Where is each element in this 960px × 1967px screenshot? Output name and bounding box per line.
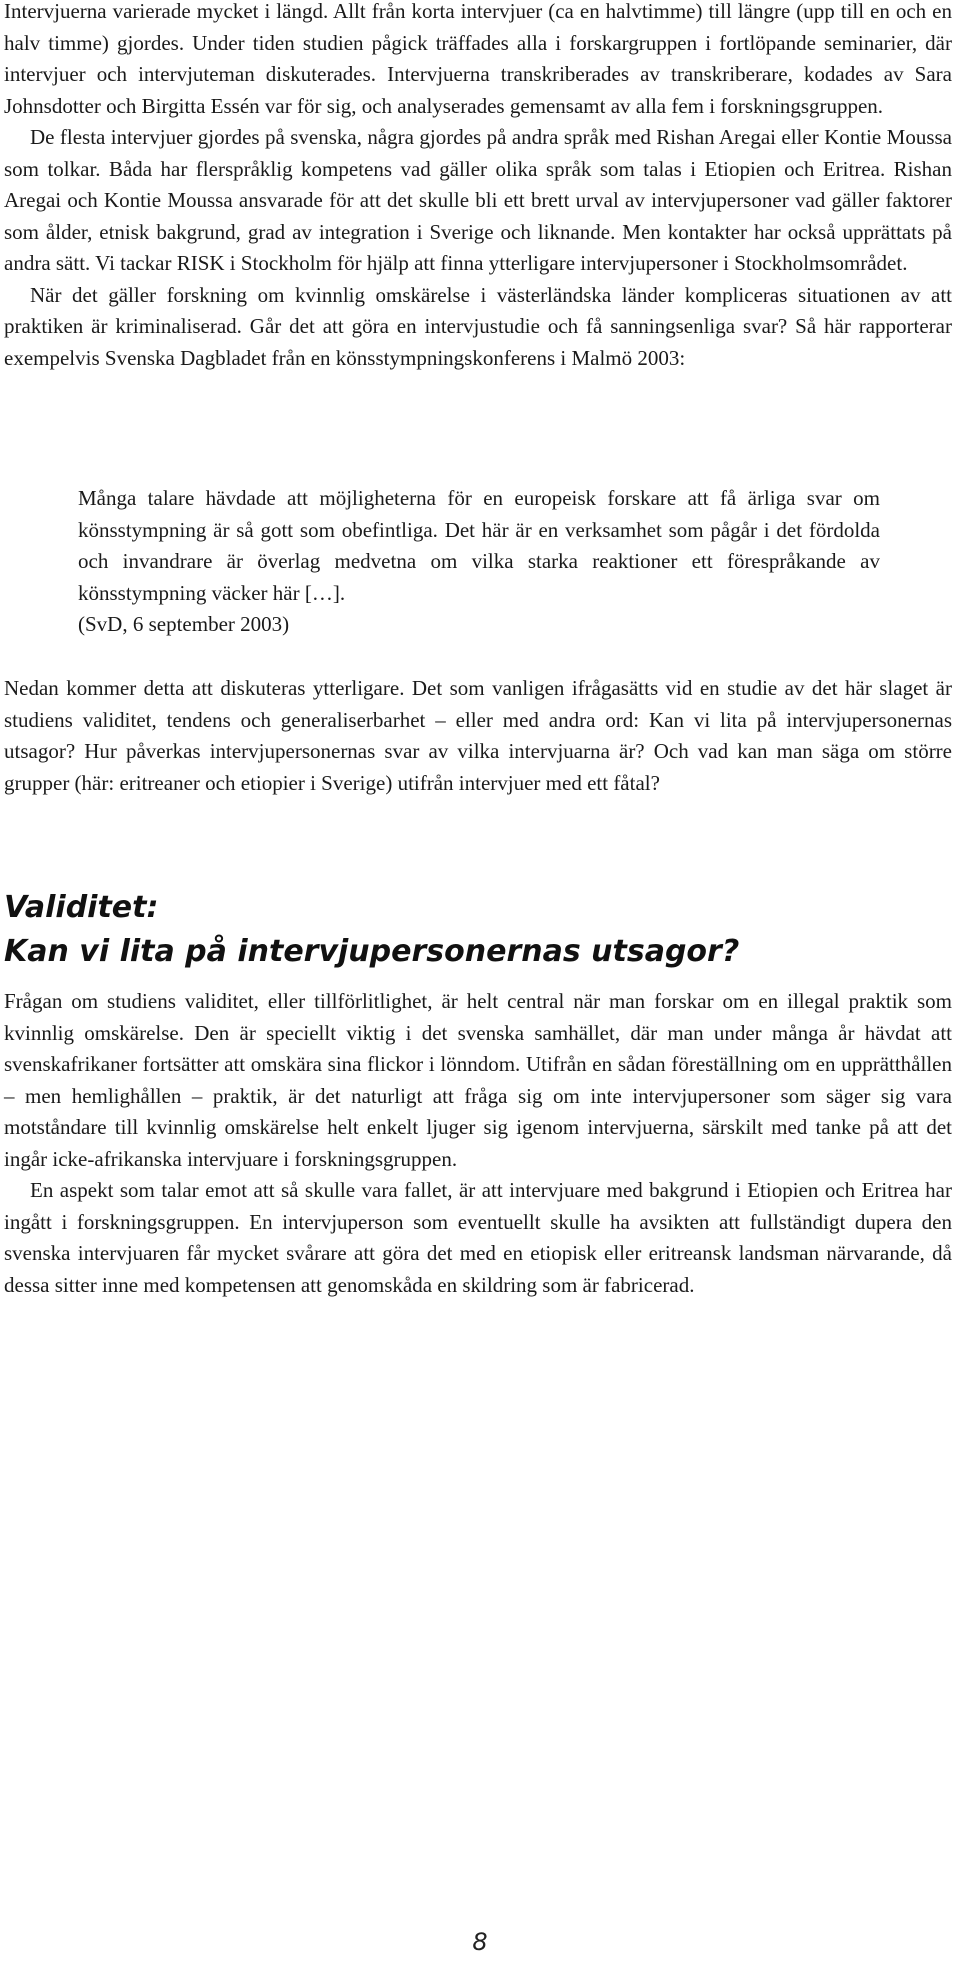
quote-source: (SvD, 6 september 2003) [78, 612, 290, 636]
paragraph-research-complications: När det gäller forskning om kvinnlig omskärelse i västerländska länder kompliceras situationen av att praktiken är kriminaliserad. Går det att göra en intervjustudie och få sanningsenliga svar? Så här rapporterar exempelvis Svenska Dagbladet från en könsstympningskonferens i Malmö 2003: [4, 282, 952, 370]
paragraph-discussion-intro: Nedan kommer detta att diskuteras ytterligare. Det som vanligen ifrågasätts vid en studie av det här slaget är studiens validitet, tendens och generaliserbarhet – eller med andra ord: Kan vi lita på intervjupersonernas utsagor? Hur påverkas intervjupersonernas svar av vilka intervjuarna är? Och vad kan man säga om större grupper (här: eritreaner och etiopier i Sverige) utifrån intervjuer med ett fåtal? [4, 676, 952, 795]
paragraph-validity: Frågan om studiens validitet, eller tillförlitlighet, är helt central när man forskar om en illegal praktik som kvinnlig omskärelse. Den är speciellt viktig i det svenska samhället, där man under många år hävdat att svenskafrikaner fortsätter att omskära sina flickor i lönndom. Utifrån en sådan föreställning om en upprätthållen – men hemlighållen – praktik, är det naturligt att fråga sig om inte intervjupersoner som säger sig vara motståndare till kvinnlig omskärelse helt enkelt ljuger sig igenom intervjuerna, särskilt med tanke på att det ingår icke-afrikanska intervjuare i forskningsgruppen. [4, 989, 952, 1171]
page-number: 8 [472, 1928, 488, 1956]
paragraph-interview-languages: De flesta intervjuer gjordes på svenska, några gjordes på andra språk med Rishan Aregai eller Kontie Moussa som tolkar. Båda har flerspråklig kompetens vad gäller olika språk som talas i Etiopien och Eritrea. Rishan Aregai och Kontie Moussa ansvarade för att det skulle bli ett brett urval av intervjupersoner vad gäller faktorer som ålder, etnisk bakgrund, grad av integration i Sverige och liknande. Men kontakter har också upprättats på andra sätt. Vi tackar RISK i Stockholm för hjälp att finna ytterligare intervjupersoner i Stockholmsområdet. [4, 125, 952, 275]
section-heading-line2: Kan vi lita på intervjupersonernas utsagor? [4, 934, 740, 969]
section-heading-line1: Validitet: [4, 890, 159, 925]
middle-text-block [4, 673, 952, 799]
bottom-text-block [4, 986, 952, 1301]
paragraph-interviewer-background: En aspekt som talar emot att så skulle vara fallet, är att intervjuare med bakgrund i Etiopien och Eritrea har ingått i forskningsgruppen. En intervjuperson som eventuellt skulle ha avsikten att fullständigt dupera den svenska intervjuaren får mycket svårare att göra det med en etiopisk eller eritreansk landsman närvarande, då dessa sitter inne med kompetensen att genomskåda en skildring som är fabricerad. [4, 1178, 952, 1297]
quote-text: Många talare hävdade att möjligheterna för en europeisk forskare att få ärliga svar om könsstympning är så gott som obefintliga. Det här är en verksamhet som pågår i det fördolda och invandrare är överlag medvetna om vilka starka reaktioner ett förespråkande av könsstympning väcker här […]. [78, 486, 880, 605]
block-quote [78, 483, 880, 641]
top-text-block [4, 0, 952, 374]
paragraph-interview-length: Intervjuerna varierade mycket i längd. Allt från korta intervjuer (ca en halvtimme) till längre (upp till en och en halv timme) gjordes. Under tiden studien pågick träffades alla i forskargruppen i fortlöpande seminarier, där intervjuer och intervjuteman diskuterades. Intervjuerna transkriberades av transkriberare, kodades av Sara Johnsdotter och Birgitta Essén var för sig, och analyserades gemensamt av alla fem i forskningsgruppen. [4, 0, 952, 118]
